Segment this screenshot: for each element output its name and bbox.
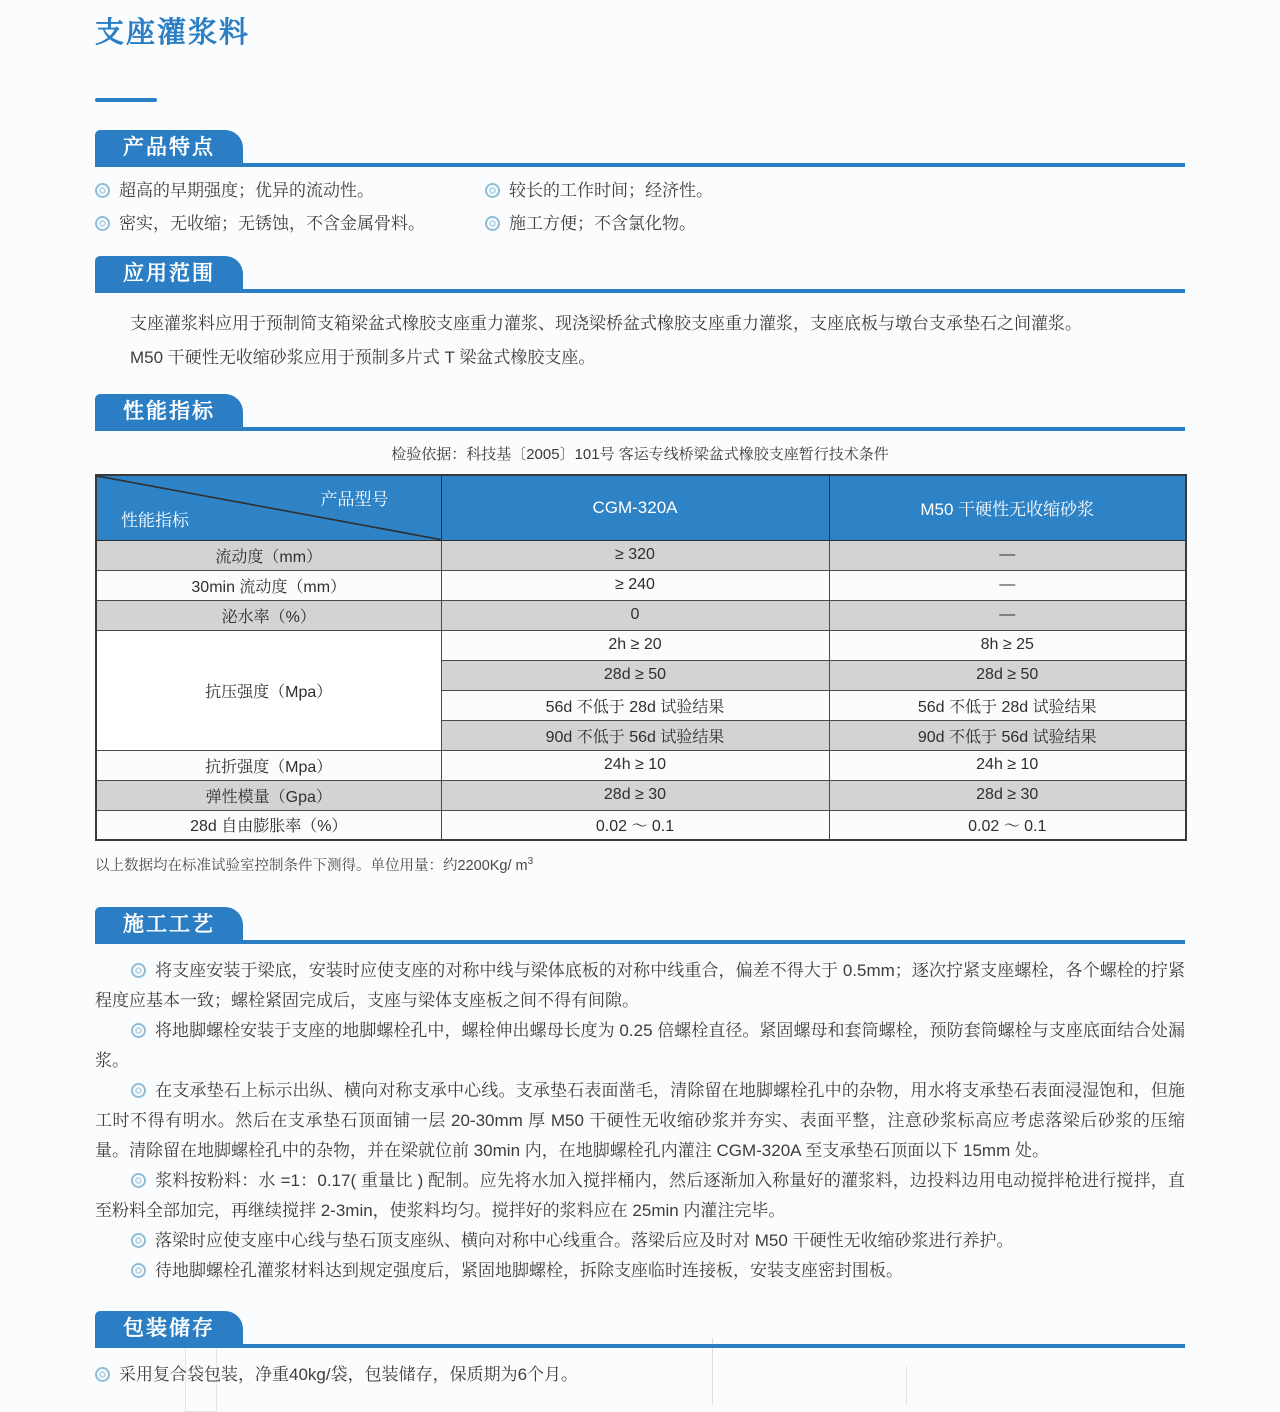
feature-text: 较长的工作时间；经济性。 [509, 181, 713, 200]
cell-cgm: ≥ 240 [441, 570, 829, 600]
bullet-icon [131, 1023, 146, 1038]
features-list [95, 179, 1185, 236]
table-note-superscript: 3 [527, 856, 534, 867]
construction-step [95, 1076, 1185, 1166]
bullet-icon [95, 1367, 110, 1382]
bullet-icon [131, 963, 146, 978]
table-row [96, 750, 1186, 780]
bullet-icon [131, 1263, 146, 1278]
application-line: 支座灌浆料应用于预制简支箱梁盆式橡胶支座重力灌浆、现浇梁桥盆式橡胶支座重力灌浆，支座底板与墩台支承垫石之间灌浆。 [130, 314, 1082, 333]
title-underline [95, 98, 157, 102]
bullet-icon [485, 183, 500, 198]
feature-text: 施工方便；不含氯化物。 [509, 214, 696, 233]
cell-cgm: 0.02 ～ 0.1 [441, 810, 829, 840]
cell-m50: 90d 不低于 56d 试验结果 [829, 720, 1186, 750]
row-label: 弹性模量（Gpa） [96, 780, 441, 810]
bullet-icon [131, 1233, 146, 1248]
construction-step [95, 956, 1185, 1016]
diagonal-header-cell [96, 475, 441, 540]
section-header-construction [95, 907, 1185, 944]
watermark-bottle [185, 1342, 217, 1412]
column-header-cgm: CGM-320A [441, 475, 829, 540]
row-label: 28d 自由膨胀率（%） [96, 810, 441, 840]
cell-m50: — [829, 600, 1186, 630]
section-heading-application: 应用范围 [95, 256, 243, 293]
table-row [96, 540, 1186, 570]
watermark-line [712, 1338, 713, 1405]
table-row [96, 780, 1186, 810]
section-rule [95, 1344, 1185, 1348]
bullet-icon [131, 1173, 146, 1188]
cell-m50: 28d ≥ 50 [829, 660, 1186, 690]
cell-cgm: 28d ≥ 50 [441, 660, 829, 690]
step-text: 将地脚螺栓安装于支座的地脚螺栓孔中，螺栓伸出螺母长度为 0.25 倍螺栓直径。紧固螺母和套筒螺栓，预防套筒螺栓与支座底面结合处漏浆。 [95, 1020, 1185, 1070]
performance-table [95, 474, 1187, 841]
table-note [95, 851, 1185, 877]
section-header-performance [95, 394, 1185, 431]
step-text: 落梁时应使支座中心线与垫石顶支座纵、横向对称中心线重合。落梁后应及时对 M50 干硬性无收缩砂浆进行养护。 [155, 1230, 1014, 1250]
row-label: 抗折强度（Mpa） [96, 750, 441, 780]
section-rule [95, 289, 1185, 293]
construction-steps [95, 956, 1185, 1286]
construction-step [95, 1166, 1185, 1226]
application-line: M50 干硬性无收缩砂浆应用于预制多片式 T 梁盆式橡胶支座。 [130, 348, 596, 367]
construction-step [95, 1016, 1185, 1076]
corner-label-performance-index: 性能指标 [121, 510, 189, 530]
watermark-line [906, 1366, 907, 1405]
page-title: 支座灌浆料 [95, 17, 251, 49]
cell-m50: 56d 不低于 28d 试验结果 [829, 690, 1186, 720]
cell-cgm: 90d 不低于 56d 试验结果 [441, 720, 829, 750]
construction-step [95, 1226, 1185, 1256]
step-text: 在支承垫石上标示出纵、横向对称支承中心线。支承垫石表面凿毛，清除留在地脚螺栓孔中的杂物，用水将支承垫石表面浸湿饱和，但施工时不得有明水。然后在支承垫石顶面铺一层 20-30mm 厚 M50 干硬性无收缩砂浆并夯实、表面平整，注意砂浆标高应考虑落梁后砂浆的压缩量。清除留在地脚螺栓孔中的杂物，并在梁就位前 30min 内，在地脚螺栓孔内灌注 CGM-320A 至支承垫石顶面以下 15mm 处。 [95, 1080, 1185, 1160]
section-header-application [95, 256, 1185, 293]
cell-cgm: 28d ≥ 30 [441, 780, 829, 810]
application-text [95, 307, 1185, 375]
row-label: 30min 流动度（mm） [96, 570, 441, 600]
cell-cgm: ≥ 320 [441, 540, 829, 570]
bullet-icon [131, 1083, 146, 1098]
feature-item [485, 212, 1185, 236]
bullet-icon [485, 216, 500, 231]
feature-text: 密实，无收缩；无锈蚀，不含金属骨料。 [119, 214, 425, 233]
section-heading-construction: 施工工艺 [95, 907, 243, 944]
section-rule [95, 163, 1185, 167]
table-row [96, 810, 1186, 840]
section-heading-performance: 性能指标 [95, 394, 243, 431]
table-header-row [96, 475, 1186, 540]
step-text: 浆料按粉料：水 =1：0.17( 重量比 ) 配制。应先将水加入搅拌桶内，然后逐渐加入称量好的灌浆料，边投料边用电动搅拌枪进行搅拌，直至粉料全部加完，再继续搅拌 2-3min，使浆料均匀。搅拌好的浆料应在 25min 内灌注完毕。 [95, 1170, 1185, 1220]
corner-label-product-type: 产品型号 [320, 490, 389, 509]
section-header-packaging [95, 1311, 1185, 1348]
table-row [96, 570, 1186, 600]
row-label: 流动度（mm） [96, 540, 441, 570]
table-note-text: 以上数据均在标准试验室控制条件下测得。单位用量：约2200Kg/ m [95, 857, 528, 874]
step-text: 将支座安装于梁底，安装时应使支座的对称中线与梁体底板的对称中线重合，偏差不得大于 0.5mm；逐次拧紧支座螺栓，各个螺栓的拧紧程度应基本一致；螺栓紧固完成后，支座与梁体支座板之间不得有间隙。 [95, 960, 1185, 1010]
cell-m50: 0.02 ～ 0.1 [829, 810, 1186, 840]
table-row [96, 630, 1186, 660]
feature-text: 超高的早期强度；优异的流动性。 [119, 181, 374, 200]
cell-cgm: 0 [441, 600, 829, 630]
bullet-icon [95, 216, 110, 231]
section-heading-features: 产品特点 [95, 130, 243, 167]
construction-step [95, 1256, 1185, 1286]
feature-item [95, 212, 485, 236]
feature-item [485, 179, 1185, 203]
test-basis: 检验依据：科技基〔2005〕101号 客运专线桥梁盆式橡胶支座暂行技术条件 [391, 446, 889, 463]
cell-m50: — [829, 570, 1186, 600]
packaging-text [95, 1360, 1185, 1390]
section-rule [95, 427, 1185, 431]
column-header-m50: M50 干硬性无收缩砂浆 [829, 475, 1186, 540]
cell-m50: — [829, 540, 1186, 570]
step-text: 待地脚螺栓孔灌浆材料达到规定强度后，紧固地脚螺栓，拆除支座临时连接板，安装支座密封围板。 [155, 1260, 903, 1280]
row-label: 泌水率（%） [96, 600, 441, 630]
bullet-icon [95, 183, 110, 198]
section-header-features [95, 130, 1185, 167]
section-heading-packaging: 包装储存 [95, 1311, 243, 1348]
packaging-line: 采用复合袋包装，净重40kg/袋，包装储存，保质期为6个月。 [119, 1364, 579, 1384]
row-label-compressive-strength: 抗压强度（Mpa） [96, 630, 441, 750]
cell-m50: 28d ≥ 30 [829, 780, 1186, 810]
table-row [96, 600, 1186, 630]
feature-item [95, 179, 485, 203]
cell-cgm: 24h ≥ 10 [441, 750, 829, 780]
cell-cgm: 2h ≥ 20 [441, 630, 829, 660]
section-rule [95, 940, 1185, 944]
cell-cgm: 56d 不低于 28d 试验结果 [441, 690, 829, 720]
cell-m50: 8h ≥ 25 [829, 630, 1186, 660]
cell-m50: 24h ≥ 10 [829, 750, 1186, 780]
